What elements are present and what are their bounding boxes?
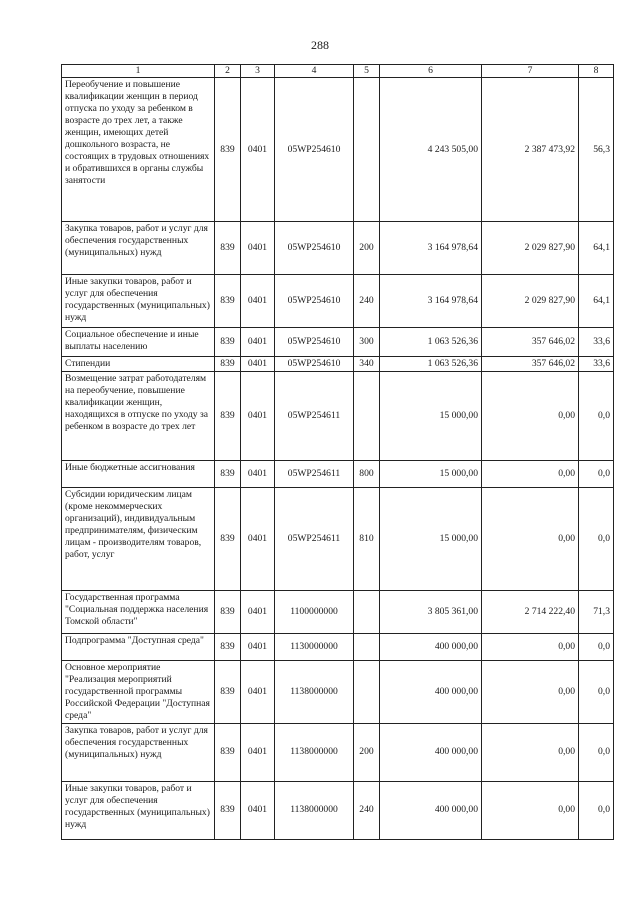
cell-c5: 240 [354, 781, 380, 839]
table-row [62, 371, 614, 460]
cell-c6: 1 063 526,36 [380, 357, 482, 372]
cell-c5: 240 [354, 275, 380, 328]
row-name-cell: Иные закупки товаров, работ и услуг для обеспечения государственных (муниципальных) нужд [62, 781, 215, 839]
cell-c4: 1138000000 [275, 723, 354, 781]
cell-c5: 200 [354, 723, 380, 781]
cell-c2: 839 [215, 357, 241, 372]
cell-c2: 839 [215, 460, 241, 487]
cell-c2: 839 [215, 723, 241, 781]
cell-c4: 05WP254611 [275, 460, 354, 487]
cell-c6: 3 805 361,00 [380, 590, 482, 633]
row-name-cell: Подпрограмма "Доступная среда" [62, 633, 215, 660]
row-name-cell: Закупка товаров, работ и услуг для обеспечения государственных (муниципальных) нужд [62, 222, 215, 275]
cell-c6: 4 243 505,00 [380, 78, 482, 222]
cell-c7: 0,00 [482, 660, 579, 723]
cell-c3: 0401 [241, 633, 275, 660]
cell-c4: 1100000000 [275, 590, 354, 633]
table-row [62, 660, 614, 723]
row-name-cell: Переобучение и повышение квалификации женщин в период отпуска по уходу за ребенком в возрасте до трех лет, а также женщин, имеющих детей дошкольного возраста, не состоящих в трудовых отношениях и обратившихся в органы службы занятости [62, 78, 215, 222]
cell-c8: 71,3 [579, 590, 614, 633]
cell-c7: 357 646,02 [482, 357, 579, 372]
table-row [62, 460, 614, 487]
cell-c2: 839 [215, 328, 241, 357]
cell-c6: 15 000,00 [380, 460, 482, 487]
cell-c5 [354, 371, 380, 460]
cell-c6: 400 000,00 [380, 723, 482, 781]
cell-c7: 2 029 827,90 [482, 275, 579, 328]
cell-c3: 0401 [241, 78, 275, 222]
cell-c5: 200 [354, 222, 380, 275]
cell-c4: 05WP254611 [275, 487, 354, 590]
cell-c7: 0,00 [482, 460, 579, 487]
table-row [62, 781, 614, 839]
cell-c3: 0401 [241, 460, 275, 487]
row-name-cell: Основное мероприятие "Реализация мероприятий государственной программы Российской Федерации "Доступная среда" [62, 660, 215, 723]
cell-c3: 0401 [241, 781, 275, 839]
header-cell: 3 [241, 65, 275, 78]
cell-c5: 810 [354, 487, 380, 590]
cell-c6: 400 000,00 [380, 633, 482, 660]
cell-c3: 0401 [241, 328, 275, 357]
cell-c3: 0401 [241, 357, 275, 372]
header-cell: 2 [215, 65, 241, 78]
table-row [62, 222, 614, 275]
cell-c3: 0401 [241, 371, 275, 460]
header-cell: 6 [380, 65, 482, 78]
cell-c5: 340 [354, 357, 380, 372]
cell-c8: 0,0 [579, 371, 614, 460]
cell-c4: 05WP254610 [275, 275, 354, 328]
cell-c8: 0,0 [579, 781, 614, 839]
cell-c7: 0,00 [482, 723, 579, 781]
cell-c8: 0,0 [579, 660, 614, 723]
header-cell: 4 [275, 65, 354, 78]
table-row [62, 633, 614, 660]
cell-c4: 1138000000 [275, 660, 354, 723]
cell-c5 [354, 660, 380, 723]
cell-c8: 0,0 [579, 487, 614, 590]
cell-c5: 300 [354, 328, 380, 357]
cell-c2: 839 [215, 487, 241, 590]
cell-c7: 0,00 [482, 781, 579, 839]
cell-c2: 839 [215, 590, 241, 633]
cell-c5 [354, 78, 380, 222]
cell-c3: 0401 [241, 275, 275, 328]
cell-c2: 839 [215, 222, 241, 275]
cell-c8: 33,6 [579, 357, 614, 372]
cell-c4: 05WP254610 [275, 222, 354, 275]
header-cell: 5 [354, 65, 380, 78]
header-cell: 8 [579, 65, 614, 78]
row-name-cell: Возмещение затрат работодателям на переобучение, повышение квалификации женщин, находящихся в отпуске по уходу за ребенком в возрасте до трех лет [62, 371, 215, 460]
cell-c4: 05WP254610 [275, 328, 354, 357]
table-row [62, 78, 614, 222]
cell-c2: 839 [215, 633, 241, 660]
cell-c6: 1 063 526,36 [380, 328, 482, 357]
table-row [62, 275, 614, 328]
cell-c8: 0,0 [579, 723, 614, 781]
cell-c3: 0401 [241, 723, 275, 781]
cell-c8: 33,6 [579, 328, 614, 357]
cell-c8: 0,0 [579, 460, 614, 487]
cell-c4: 05WP254610 [275, 78, 354, 222]
cell-c7: 2 714 222,40 [482, 590, 579, 633]
cell-c2: 839 [215, 275, 241, 328]
row-name-cell: Закупка товаров, работ и услуг для обеспечения государственных (муниципальных) нужд [62, 723, 215, 781]
cell-c2: 839 [215, 78, 241, 222]
cell-c2: 839 [215, 371, 241, 460]
cell-c6: 15 000,00 [380, 487, 482, 590]
cell-c6: 3 164 978,64 [380, 222, 482, 275]
row-name-cell: Стипендии [62, 357, 215, 372]
page-number: 288 [311, 38, 329, 52]
header-row [62, 65, 614, 78]
cell-c8: 64,1 [579, 222, 614, 275]
row-name-cell: Иные бюджетные ассигнования [62, 460, 215, 487]
cell-c4: 05WP254611 [275, 371, 354, 460]
table-row [62, 723, 614, 781]
cell-c3: 0401 [241, 660, 275, 723]
cell-c4: 1138000000 [275, 781, 354, 839]
cell-c7: 2 029 827,90 [482, 222, 579, 275]
table-row [62, 590, 614, 633]
header-cell: 7 [482, 65, 579, 78]
cell-c7: 0,00 [482, 371, 579, 460]
row-name-cell: Субсидии юридическим лицам (кроме некоммерческих организаций), индивидуальным предпринимателям, физическим лицам - производителям товаров, работ, услуг [62, 487, 215, 590]
cell-c6: 15 000,00 [380, 371, 482, 460]
cell-c8: 64,1 [579, 275, 614, 328]
cell-c3: 0401 [241, 222, 275, 275]
row-name-cell: Социальное обеспечение и иные выплаты населению [62, 328, 215, 357]
table-row [62, 487, 614, 590]
cell-c7: 357 646,02 [482, 328, 579, 357]
row-name-cell: Государственная программа "Социальная поддержка населения Томской области" [62, 590, 215, 633]
cell-c5: 800 [354, 460, 380, 487]
cell-c7: 0,00 [482, 633, 579, 660]
cell-c8: 0,0 [579, 633, 614, 660]
cell-c4: 1130000000 [275, 633, 354, 660]
row-name-cell: Иные закупки товаров, работ и услуг для обеспечения государственных (муниципальных) нужд [62, 275, 215, 328]
cell-c6: 400 000,00 [380, 781, 482, 839]
cell-c2: 839 [215, 660, 241, 723]
cell-c3: 0401 [241, 590, 275, 633]
cell-c7: 2 387 473,92 [482, 78, 579, 222]
cell-c7: 0,00 [482, 487, 579, 590]
cell-c2: 839 [215, 781, 241, 839]
cell-c8: 56,3 [579, 78, 614, 222]
cell-c6: 400 000,00 [380, 660, 482, 723]
table-row [62, 328, 614, 357]
table-row [62, 357, 614, 372]
cell-c5 [354, 590, 380, 633]
header-cell: 1 [62, 65, 215, 78]
cell-c5 [354, 633, 380, 660]
cell-c6: 3 164 978,64 [380, 275, 482, 328]
budget-table [61, 64, 614, 840]
cell-c3: 0401 [241, 487, 275, 590]
cell-c4: 05WP254610 [275, 357, 354, 372]
